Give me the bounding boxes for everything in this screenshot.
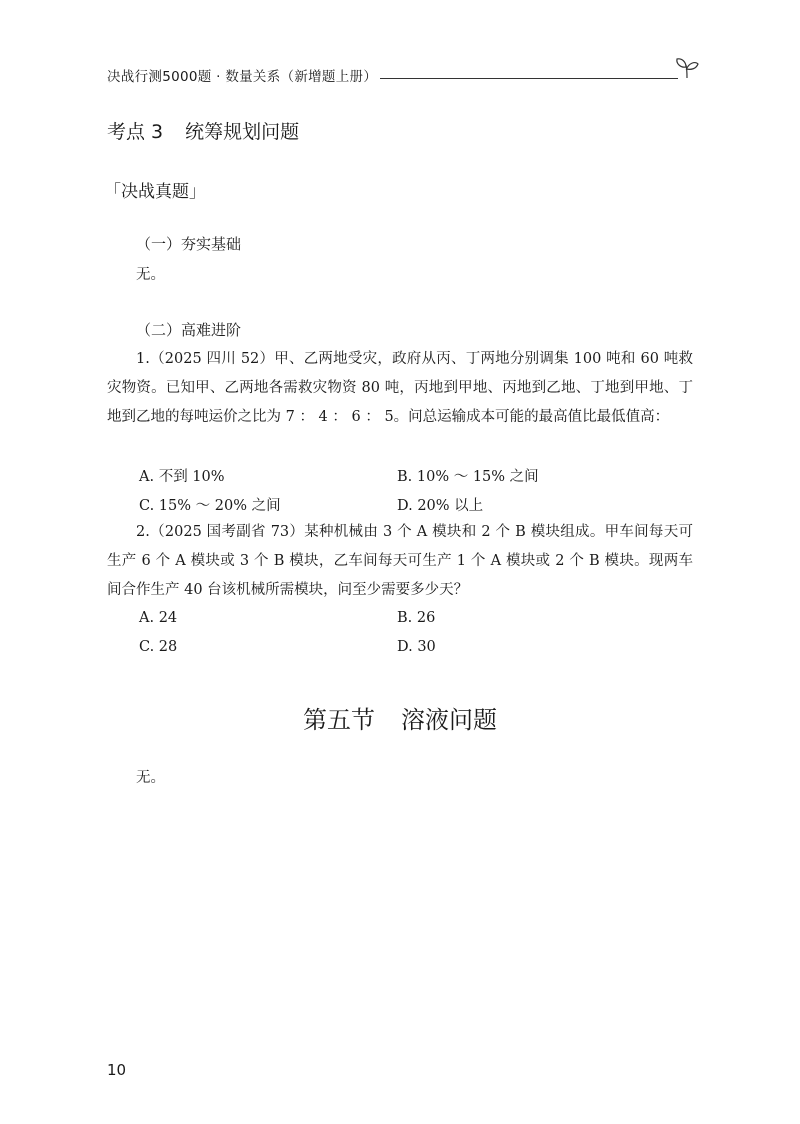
open-bracket: 「 bbox=[104, 182, 121, 202]
section-title bbox=[107, 117, 299, 144]
running-header: 决战行测5000题 · 数量关系（新增题上册） bbox=[107, 69, 378, 85]
chapter-number: 第五节 bbox=[303, 706, 375, 734]
chapter-body: 无。 bbox=[136, 770, 165, 786]
block-label-text: 决战真题 bbox=[121, 182, 189, 202]
chapter-title bbox=[0, 700, 800, 735]
basic-body: 无。 bbox=[136, 267, 165, 283]
q1-option-a: A. 不到 10% bbox=[139, 469, 225, 485]
q2-option-d: D. 30 bbox=[397, 639, 436, 655]
header-rule bbox=[380, 78, 678, 79]
q2-option-b: B. 26 bbox=[397, 610, 436, 626]
sprout-icon bbox=[674, 56, 700, 80]
section-name: 统筹规划问题 bbox=[185, 121, 300, 143]
section-label: 考点 3 bbox=[107, 121, 164, 143]
advanced-heading: （二）高难进阶 bbox=[136, 321, 242, 339]
q1-option-d: D. 20% 以上 bbox=[397, 498, 484, 514]
question-1-stem: 1.（2025 四川 52）甲、乙两地受灾，政府从丙、丁两地分别调集 100 吨和 60 吨救灾物资。已知甲、乙两地各需救灾物资 80 吨，丙地到甲地、丙地到乙地、丁地到甲地、丁地到乙地的每吨运价之比为 7 ： 4 ： 6 ： 5。问总运输成本可能的最高值比最低值高： bbox=[107, 351, 693, 425]
question-2-stem: 2.（2025 国考副省 73）某种机械由 3 个 A 模块和 2 个 B 模块组成。甲车间每天可生产 6 个 A 模块或 3 个 B 模块，乙车间每天可生产 1 个 A 模块或 2 个 B 模块。现两车间合作生产 40 台该机械所需模块，问至少需要多少天？ bbox=[107, 524, 693, 598]
close-bracket: 」 bbox=[189, 182, 206, 202]
block-label bbox=[104, 177, 206, 202]
page-number: 10 bbox=[107, 1061, 127, 1079]
q2-option-a: A. 24 bbox=[139, 610, 178, 626]
q1-option-c: C. 15% ～ 20% 之间 bbox=[139, 498, 281, 514]
basic-heading: （一）夯实基础 bbox=[136, 235, 242, 253]
chapter-name: 溶液问题 bbox=[401, 706, 497, 734]
q2-option-c: C. 28 bbox=[139, 639, 178, 655]
question-2 bbox=[107, 518, 693, 605]
q1-option-b: B. 10% ～ 15% 之间 bbox=[397, 469, 539, 485]
question-1 bbox=[107, 345, 693, 432]
